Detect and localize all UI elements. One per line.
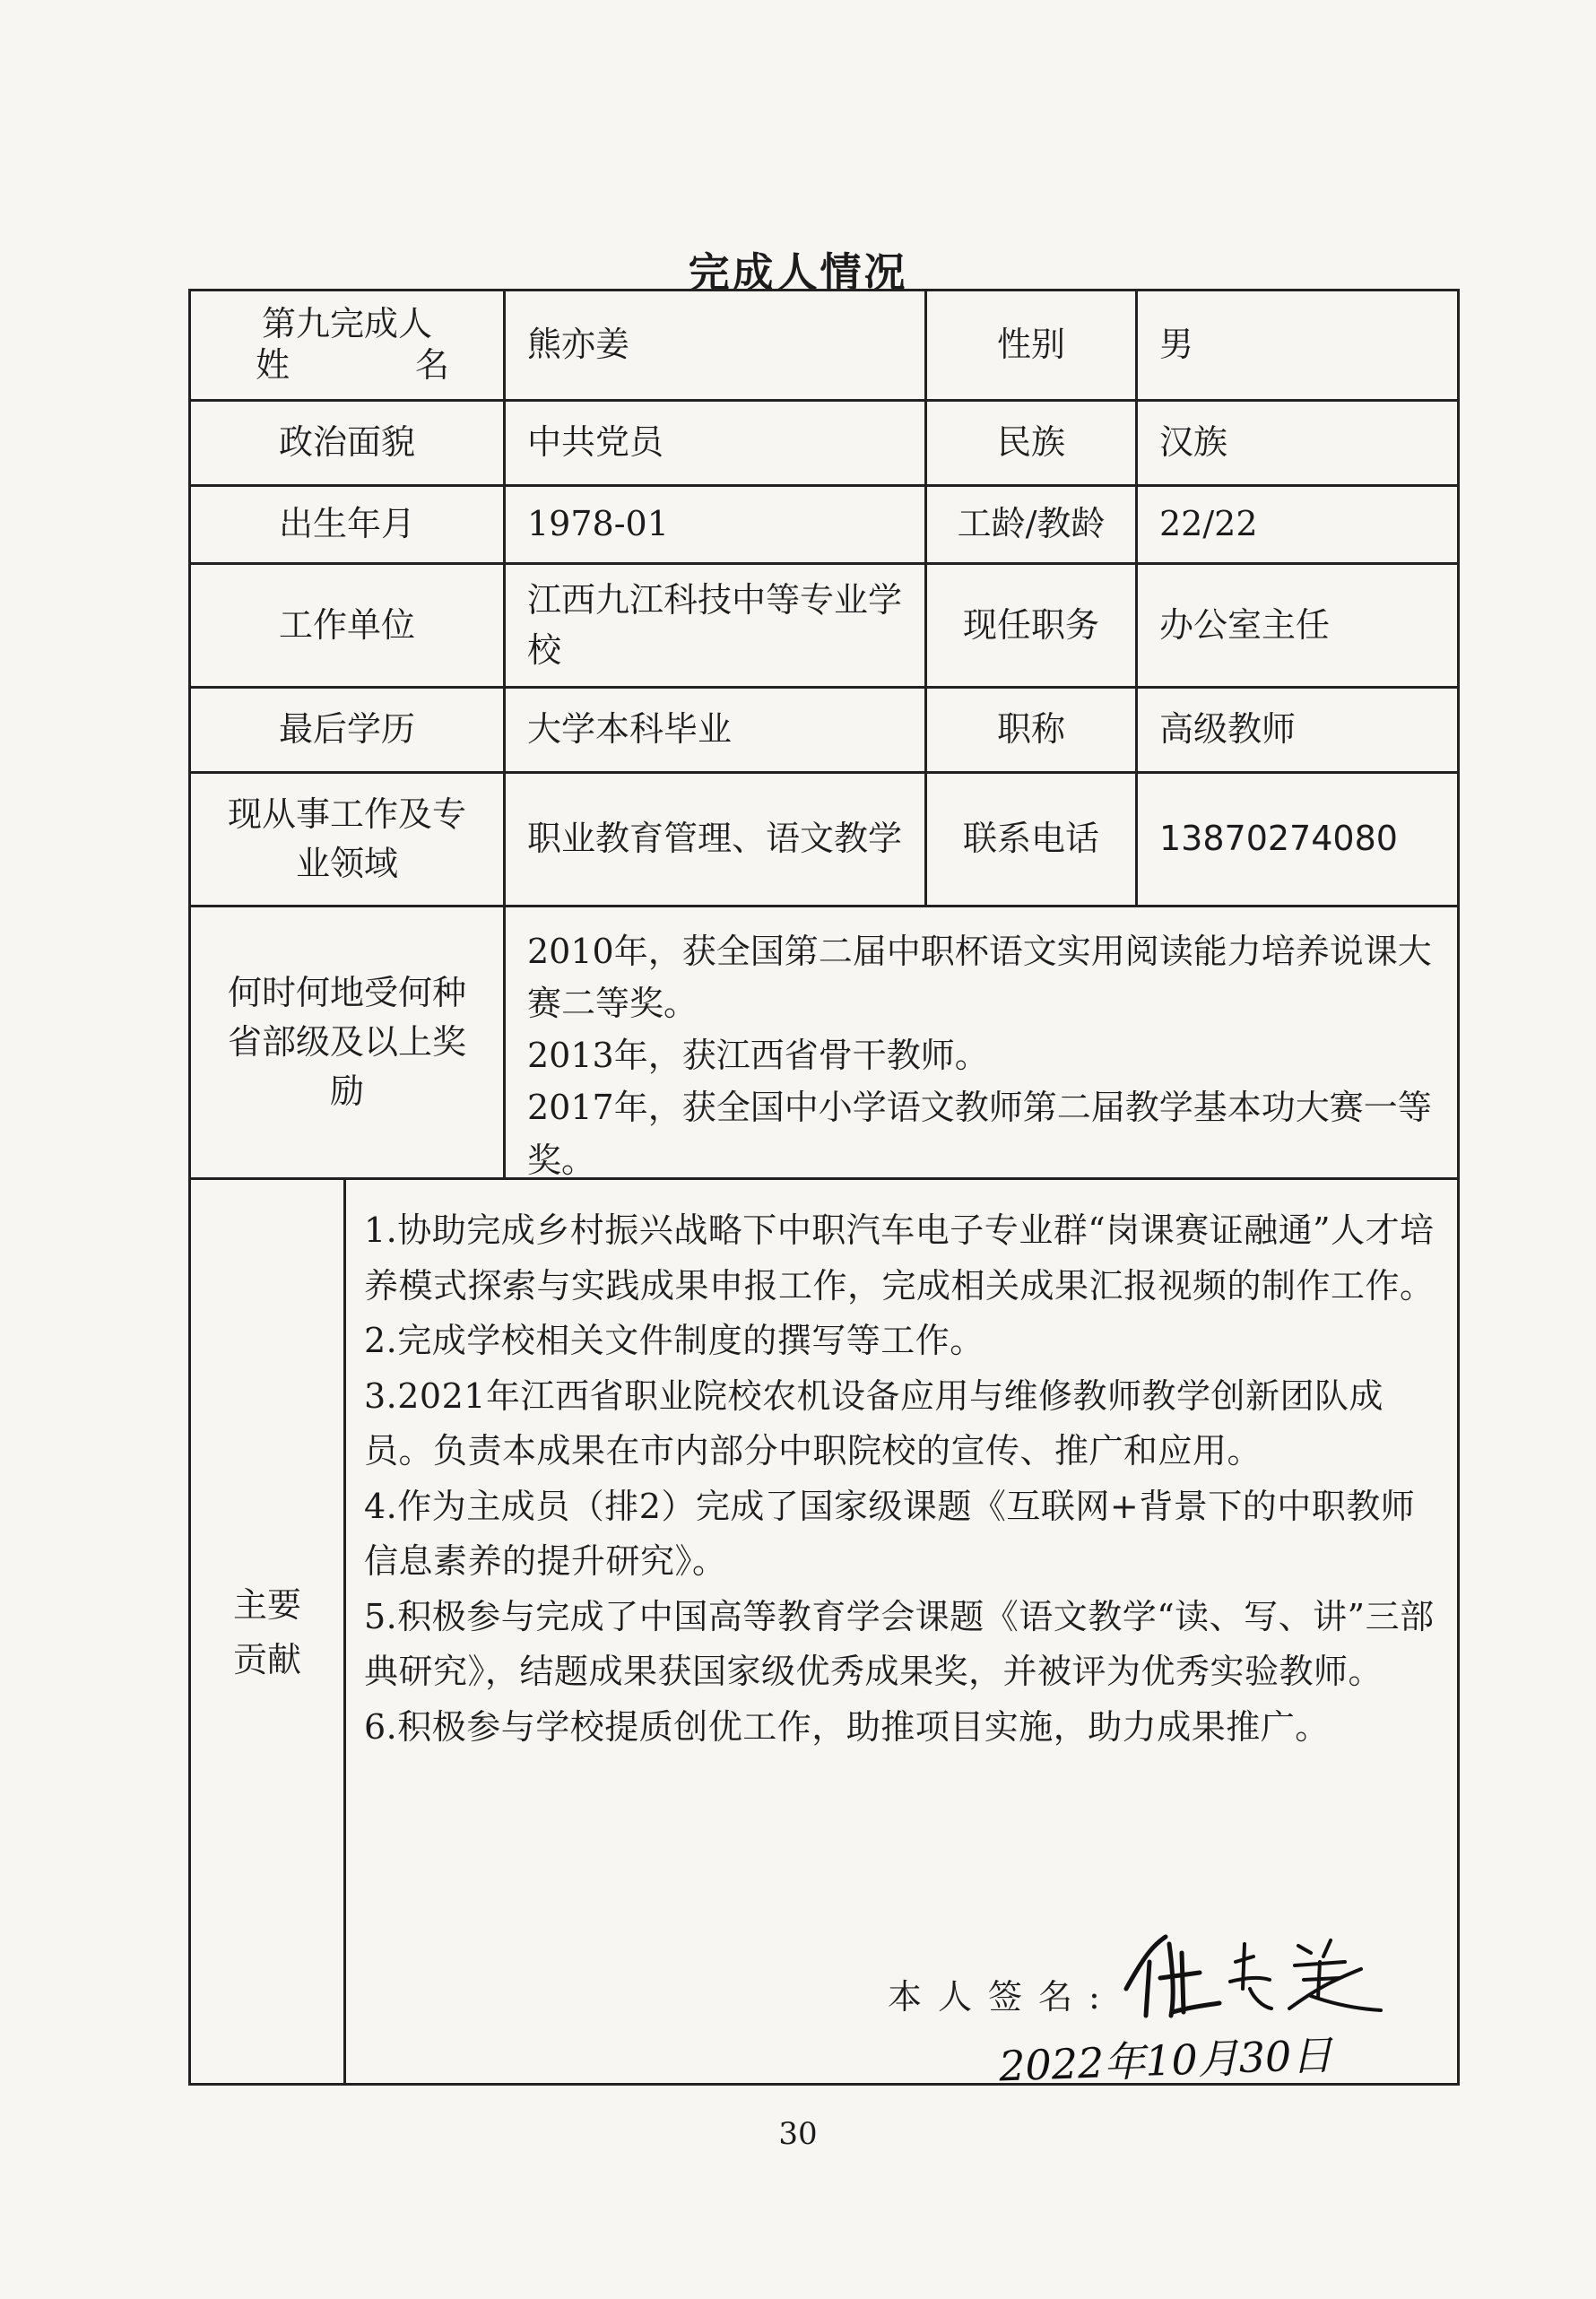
contribution-item: 1.协助完成乡村振兴战略下中职汽车电子专业群“岗课赛证融通”人才培养模式探索与实践成果申报工作，完成相关成果汇报视频的制作工作。: [364, 1210, 1435, 1306]
label-birth-date: 出生年月: [278, 504, 415, 544]
label-contributions: 主要 贡献: [232, 1585, 301, 1679]
label-political-status: 政治面貌: [278, 422, 415, 463]
label-work-years: 工龄/教龄: [957, 504, 1106, 544]
label-title: 职称: [996, 709, 1065, 750]
value-ethnicity: 汉族: [1159, 422, 1228, 463]
contribution-item: 3.2021年江西省职业院校农机设备应用与维修教师教学创新团队成员。负责本成果在市内部分中职院校的宣传、推广和应用。: [364, 1375, 1383, 1471]
contribution-item: 2.完成学校相关文件制度的撰写等工作。: [364, 1321, 984, 1361]
page-number: 30: [778, 2116, 818, 2152]
value-gender: 男: [1159, 325, 1194, 365]
label-education: 最后学历: [278, 709, 415, 750]
value-employer: 江西九江科技中等专业学校: [527, 580, 903, 670]
award-item: 2010年，获全国第二届中职杯语文实用阅读能力培养说课大赛二等奖。: [527, 932, 1432, 1024]
value-work-years: 22/22: [1159, 504, 1258, 544]
signed-date: 2022年10月30日: [998, 2030, 1334, 2091]
value-title: 高级教师: [1159, 709, 1297, 750]
value-birth-date: 1978-01: [527, 504, 669, 544]
award-item: 2013年，获江西省骨干教师。: [527, 1036, 989, 1076]
value-political-status: 中共党员: [527, 422, 664, 463]
contribution-item: 5.积极参与完成了中国高等教育学会课题《语文教学“读、写、讲”三部典研究》，结题成果获国家级优秀成果奖，并被评为优秀实验教师。: [364, 1596, 1435, 1692]
info-table: [188, 289, 1460, 2086]
value-position: 办公室主任: [1159, 604, 1331, 645]
value-name: 熊亦姜: [527, 325, 630, 365]
label-gender: 性别: [996, 325, 1065, 365]
label-employer: 工作单位: [278, 604, 415, 645]
label-ethnicity: 民族: [996, 422, 1065, 463]
value-phone: 13870274080: [1159, 819, 1398, 859]
label-awards: 何时何地受何种省部级及以上奖励: [227, 972, 466, 1112]
label-phone: 联系电话: [962, 819, 1099, 859]
page-title: 完成人情况: [688, 248, 908, 297]
contribution-item: 6.积极参与学校提质创优工作，助推项目实施，助力成果推广。: [364, 1706, 1330, 1747]
signature-label: 本人签名:: [888, 1977, 1116, 2017]
value-education: 大学本科毕业: [527, 709, 733, 750]
label-work-field: 现从事工作及专业领域: [227, 794, 466, 883]
awards-list: [506, 907, 1457, 1180]
handwritten-signature: [1119, 1926, 1388, 2025]
value-work-field: 职业教育管理、语文教学: [527, 819, 903, 859]
label-name: 第九完成人 姓 名: [256, 304, 449, 385]
award-item: 2017年，获全国中小学语文教师第二届教学基本功大赛一等奖。: [527, 1088, 1432, 1180]
label-position: 现任职务: [962, 604, 1099, 645]
contribution-item: 4.作为主成员（排2）完成了国家级课题《互联网+背景下的中职教师信息素养的提升研究》。: [364, 1486, 1416, 1582]
